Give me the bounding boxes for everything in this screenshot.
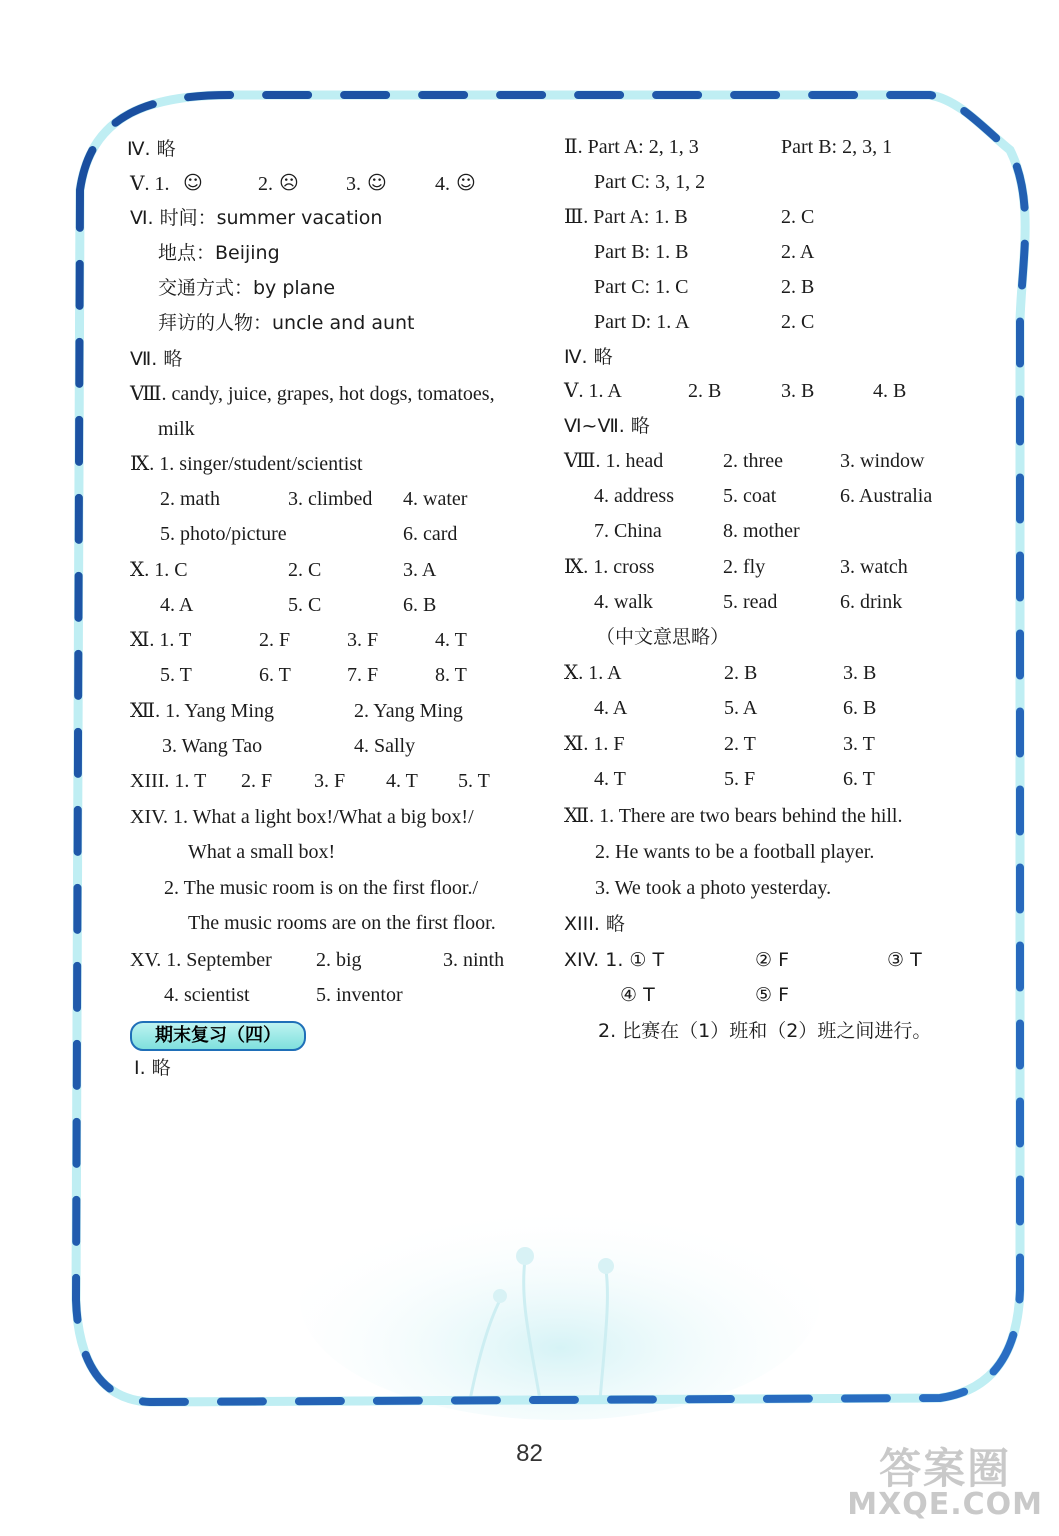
left-ix-4: 4. water (403, 488, 468, 510)
right-xii-2: 2. He wants to be a football player. (595, 841, 875, 863)
left-xi-8: 8. T (435, 664, 467, 686)
left-vii: Ⅶ. 略 (130, 348, 183, 370)
right-ii-c: Part C: 3, 1, 2 (594, 171, 706, 193)
left-xiv-line1: XIV. 1. What a light box!/What a big box!/ (130, 806, 474, 828)
right-ii-b: Part B: 2, 3, 1 (781, 136, 893, 158)
left-xii-4: 4. Sally (354, 735, 416, 757)
right-viii-2: 2. three (723, 450, 783, 472)
left-xiii-3: 3. F (314, 770, 346, 792)
left-xii-2: 2. Yang Ming (354, 700, 463, 722)
left-xi-1: Ⅺ. 1. T (130, 629, 192, 651)
left-xi-4: 4. T (435, 629, 467, 651)
right-xiv-1: XIV. 1. ① T (564, 949, 665, 971)
watermark-logo (847, 1444, 1043, 1522)
left-xiii-4: 4. T (386, 770, 418, 792)
left-xii-3: 3. Wang Tao (162, 735, 263, 757)
left-xi-5: 5. T (160, 664, 192, 686)
right-x-1: Ⅹ. 1. A (564, 662, 622, 684)
right-xii-3: 3. We took a photo yesterday. (595, 877, 832, 899)
right-xi-2: 2. T (724, 733, 756, 755)
right-iii-b2: 2. A (781, 241, 815, 263)
right-ix-3: 3. watch (840, 556, 908, 578)
left-i: Ⅰ. 略 (134, 1057, 171, 1079)
right-viii-6: 6. Australia (840, 485, 933, 507)
left-viii-line2: milk (158, 418, 195, 440)
right-xiv-3: ③ T (887, 949, 922, 971)
right-iii-d2: 2. C (781, 311, 815, 333)
section-badge-final-review-4: 期末复习（四） (130, 1021, 306, 1051)
left-ix-3: 3. climbed (288, 488, 373, 510)
left-xiii-5: 5. T (458, 770, 490, 792)
left-xi-2: 2. F (259, 629, 291, 651)
right-iii-c2: 2. B (781, 276, 815, 298)
right-x-4: 4. A (594, 697, 628, 719)
smile-icon: ☺ (183, 172, 203, 194)
right-iii-c1: Part C: 1. C (594, 276, 689, 298)
right-v-4: 4. B (873, 380, 907, 402)
left-xv-1: XV. 1. September (130, 949, 272, 971)
right-x-5: 5. A (724, 697, 758, 719)
left-x-6: 6. B (403, 594, 437, 616)
right-xiv-2: ② F (755, 949, 790, 971)
right-iv: Ⅳ. 略 (564, 346, 613, 368)
left-viii-line1: Ⅷ. candy, juice, grapes, hot dogs, tomatoes, (130, 383, 495, 405)
right-viii-1: Ⅷ. 1. head (564, 450, 664, 472)
left-ix-6: 6. card (403, 523, 458, 545)
left-x-2: 2. C (288, 559, 322, 581)
right-xi-4: 4. T (594, 768, 626, 790)
left-v-label: Ⅴ. 1. (130, 173, 170, 195)
right-xiv-line2: 2. 比赛在（1）班和（2）班之间进行。 (598, 1020, 932, 1042)
right-viii-8: 8. mother (723, 520, 800, 542)
left-x-4: 4. A (160, 594, 194, 616)
left-v-2: 2. (258, 173, 273, 195)
left-v-3: 3. (346, 173, 361, 195)
right-ix-note: （中文意思略） (596, 626, 730, 648)
right-xi-1: Ⅺ. 1. F (564, 733, 625, 755)
right-ix-6: 6. drink (840, 591, 903, 613)
left-x-5: 5. C (288, 594, 322, 616)
right-ix-2: 2. fly (723, 556, 766, 578)
right-iii-b1: Part B: 1. B (594, 241, 689, 263)
right-xi-5: 5. F (724, 768, 756, 790)
right-v-1: Ⅴ. 1. A (564, 380, 622, 402)
watermark-line1: 答案圈 (879, 1444, 1012, 1493)
left-xi-3: 3. F (347, 629, 379, 651)
right-xi-3: 3. T (843, 733, 875, 755)
right-iii-d1: Part D: 1. A (594, 311, 690, 333)
left-x-1: Ⅹ. 1. C (130, 559, 188, 581)
right-iii-a2: 2. C (781, 206, 815, 228)
left-ix-5: 5. photo/picture (160, 523, 287, 545)
right-ix-1: Ⅸ. 1. cross (564, 556, 655, 578)
left-x-3: 3. A (403, 559, 437, 581)
left-xiv-line3: 2. The music room is on the first floor./ (164, 877, 479, 899)
left-xii-1: Ⅻ. 1. Yang Ming (130, 700, 274, 722)
right-viii-3: 3. window (840, 450, 925, 472)
right-xiii: XIII. 略 (564, 913, 625, 935)
left-xiii-1: XIII. 1. T (130, 770, 207, 792)
right-xi-6: 6. T (843, 768, 875, 790)
right-viii-5: 5. coat (723, 485, 777, 507)
right-ix-5: 5. read (723, 591, 778, 613)
right-v-2: 2. B (688, 380, 722, 402)
left-xv-2: 2. big (316, 949, 362, 971)
right-x-2: 2. B (724, 662, 758, 684)
right-viii-7: 7. China (594, 520, 662, 542)
left-vi-people: 拜访的人物：uncle and aunt (158, 312, 415, 334)
right-ii-a: Ⅱ. Part A: 2, 1, 3 (564, 136, 699, 158)
right-x-6: 6. B (843, 697, 877, 719)
right-xiv-4: ④ T (620, 984, 655, 1006)
left-xv-5: 5. inventor (316, 984, 403, 1006)
left-xi-6: 6. T (259, 664, 291, 686)
left-vi-transport: 交通方式：by plane (158, 277, 336, 299)
left-xiii-2: 2. F (241, 770, 273, 792)
left-vi-place: 地点：Beijing (158, 242, 280, 264)
left-xiv-line2: What a small box! (188, 841, 336, 863)
right-viii-4: 4. address (594, 485, 674, 507)
right-v-3: 3. B (781, 380, 815, 402)
left-xiv-line4: The music rooms are on the first floor. (188, 912, 496, 934)
left-ix-1: Ⅸ. 1. singer/student/scientist (130, 453, 363, 475)
right-xiv-5: ⑤ F (755, 984, 790, 1006)
page-number: 82 (516, 1440, 543, 1467)
right-iii-a1: Ⅲ. Part A: 1. B (564, 206, 688, 228)
background-decoration (300, 1180, 820, 1420)
left-xi-7: 7. F (347, 664, 379, 686)
right-xii-1: Ⅻ. 1. There are two bears behind the hill. (564, 805, 903, 827)
left-xv-4: 4. scientist (164, 984, 250, 1006)
frown-icon: ☹ (279, 172, 299, 194)
right-x-3: 3. B (843, 662, 877, 684)
left-xv-3: 3. ninth (443, 949, 505, 971)
left-ix-2: 2. math (160, 488, 220, 510)
smile-icon: ☺ (367, 172, 387, 194)
left-v-4: 4. (435, 173, 450, 195)
left-vi-time: Ⅵ. 时间：summer vacation (130, 207, 383, 229)
right-vi-vii: Ⅵ~Ⅶ. 略 (564, 415, 650, 437)
watermark-line2: MXQE.COM (847, 1487, 1043, 1522)
right-ix-4: 4. walk (594, 591, 653, 613)
smile-icon: ☺ (456, 172, 476, 194)
left-iv: Ⅳ. 略 (127, 138, 176, 160)
